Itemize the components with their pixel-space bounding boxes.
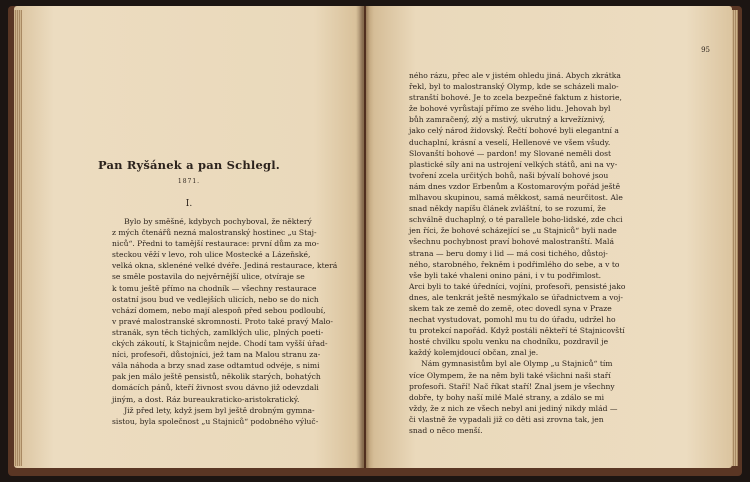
right-page-line: každý kolemjdoucí občan, znal je. — [409, 348, 539, 358]
left-page-line: steckou věží v levo, roh ulice Mostecké a Lázeňské, — [112, 250, 311, 260]
right-page-line: hosté chvilku spolu venku na chodníku, pozdravil je — [409, 337, 609, 347]
left-page-text — [112, 216, 337, 427]
page-edges-left — [14, 10, 22, 466]
chapter-title: Pan Ryšánek a pan Schlegl. — [97, 158, 281, 172]
right-page-line: vždy, že z nich ze všech nebyl ani jediný nikdy mlád — — [409, 403, 618, 413]
left-page-line: vchází domem, nebo mají alespoň před sebou podloubí, — [112, 305, 326, 315]
book-gutter — [356, 6, 370, 468]
right-page-line: tvoření zcela určitých bohů, naši bývalí bohové jsou — [409, 170, 609, 180]
right-page-line: jako celý národ židovský. Řečtí bohové byli elegantní a — [409, 126, 619, 136]
page-edges-right — [732, 10, 738, 466]
left-page-line: jiným, a dost. Ráz bureaukraticko-aristokratický. — [112, 394, 300, 404]
right-page-line: či vlastně že vypadali již co děti asi zrovna tak, jen — [409, 414, 604, 424]
left-page-line: Bylo by směšné, kdybych pochyboval, že některý — [112, 217, 312, 226]
right-page — [366, 6, 732, 468]
right-page-line: mlhavou skupinou, samá měkkost, samá neurčitost. Ale — [409, 193, 623, 203]
right-page-line: jen říci, že bohové scházející se „u Stajniců“ byli nade — [409, 226, 617, 236]
right-page-line: snad někdy napíšu článek zvláštní, to se rozumí, že — [409, 204, 606, 214]
left-page-line: stranák, syn těch tichých, zamlklých ulic, plných poeti- — [112, 327, 324, 337]
left-page-line: vála náhoda a brzy snad zase odtamtud odvéje, s nimi — [112, 361, 320, 371]
left-page-line: k tomu ještě přímo na chodník — všechny restaurace — [112, 283, 317, 293]
left-page-line: velká okna, sklenéné velké dvéře. Jediná restaurace, která — [112, 261, 338, 271]
right-page-line: strana — beru domy i lid — má cosi tichého, důstoj- — [409, 248, 608, 258]
left-page-line: niců“. Předni to tamější restaurace: první dům za mo- — [112, 239, 319, 249]
right-page-line: dobře, ty bohy naší milé Malé strany, a zdálo se mi — [409, 392, 605, 402]
left-page-line: se směle postavila do nejvěrnější ulice, otvíraje se — [112, 272, 305, 282]
left-page-line: ostatní jsou bud ve vedlejších ulicích, nebo se do nich — [112, 294, 319, 304]
right-page-line: nám dnes vzdor Erbenům a Kostomarovým pořád ještě — [409, 181, 621, 191]
open-book — [8, 6, 742, 476]
page-number: 95 — [701, 46, 710, 54]
right-page-line: Nám gymnasistům byl ale Olymp „u Stajniců“ tím — [409, 359, 613, 369]
right-page-line: vše byli také vhaleni onino páni, i v tu podřimlost. — [409, 270, 602, 280]
right-page-line: všechnu pochybnost praví bohové malostranští. Malá — [409, 237, 615, 247]
right-page-line: více Olympem, že na něm byli také všichni naši staří — [409, 370, 611, 380]
right-page-line: nechat vystudovat, pomohl mu tu do úřadu, udržel ho — [409, 315, 616, 325]
right-page-line: duchaplní, krásní a veselí, Hellenové ve všem všudy. — [409, 137, 611, 147]
right-page-line: ného rázu, přec ale v jistém ohledu jiná. Abych zkrátka — [409, 71, 621, 80]
right-page-line: ného, starobného, řekněm i podřimlého do sebe, a v to — [409, 259, 620, 269]
right-page-line: snad o něco menší. — [409, 426, 483, 435]
right-page-line: plastické síly ani na ustrojení velkých států, ani na vy- — [409, 159, 618, 169]
right-page-line: bůh zamračený, zlý a mstivý, ukrutný a krvežíznivý, — [409, 115, 606, 125]
right-page-line: Slovanští bohové — pardon! my Slované neměli dost — [409, 148, 612, 158]
right-page-line: schválně duchaplný, o té parallele boho-lidské, zde chci — [409, 215, 623, 225]
right-page-line: skem tak ze země do země, otec dovedl syna v Praze — [409, 303, 612, 313]
left-page-line: z mých čtenářů nezná malostranský hostinec „u Staj- — [112, 228, 317, 238]
left-page-line: níci, profesoři, důstojníci, jež tam na Malou stranu za- — [112, 350, 321, 360]
right-page-line: stranští bohové. Je to zcela bezpečné faktum z historie, — [409, 93, 622, 103]
right-page-line: řekl, byl to malostranský Olymp, kde se scházeli malo- — [409, 82, 619, 92]
right-page-line: dnes, ale tenkrát ještě nesmýkalo se úřadnictvem a voj- — [409, 292, 623, 302]
right-page-line: Arci byli to také úředníci, vojíni, profesoři, pensisté jako — [409, 281, 626, 291]
right-page-line: profesoři. Staří! Nač říkat staří! Znal jsem je všechny — [409, 381, 615, 391]
right-page-line: že bohové vyrůstají přímo ze svého lidu. Jehovah byl — [409, 104, 611, 114]
left-page-line: Již před lety, když jsem byl ještě drobným gymna- — [112, 405, 315, 415]
left-page-line: domácích pánů, kteří živnost svou dávno již odevzdali — [112, 383, 319, 393]
left-page-line: ckých zákoutí, k Stajnicům nejde. Chodí tam vyšší úřad- — [112, 339, 328, 349]
right-page-line: tu protekcí napořád. Když postáli někteří té Stajnicovští — [409, 326, 625, 336]
left-page-line: v pravé malostranské skromnosti. Proto také pravý Malo- — [112, 316, 333, 326]
section-number: I. — [185, 199, 193, 209]
left-page-line: pak jen málo ještě pensistů, několik starých, bohatých — [112, 372, 321, 382]
left-page-line: sistou, byla společnost „u Stajniců“ podobného výluč- — [112, 416, 319, 426]
left-page — [14, 6, 364, 468]
chapter-year: 1871. — [177, 178, 201, 185]
right-page-text — [409, 70, 625, 436]
